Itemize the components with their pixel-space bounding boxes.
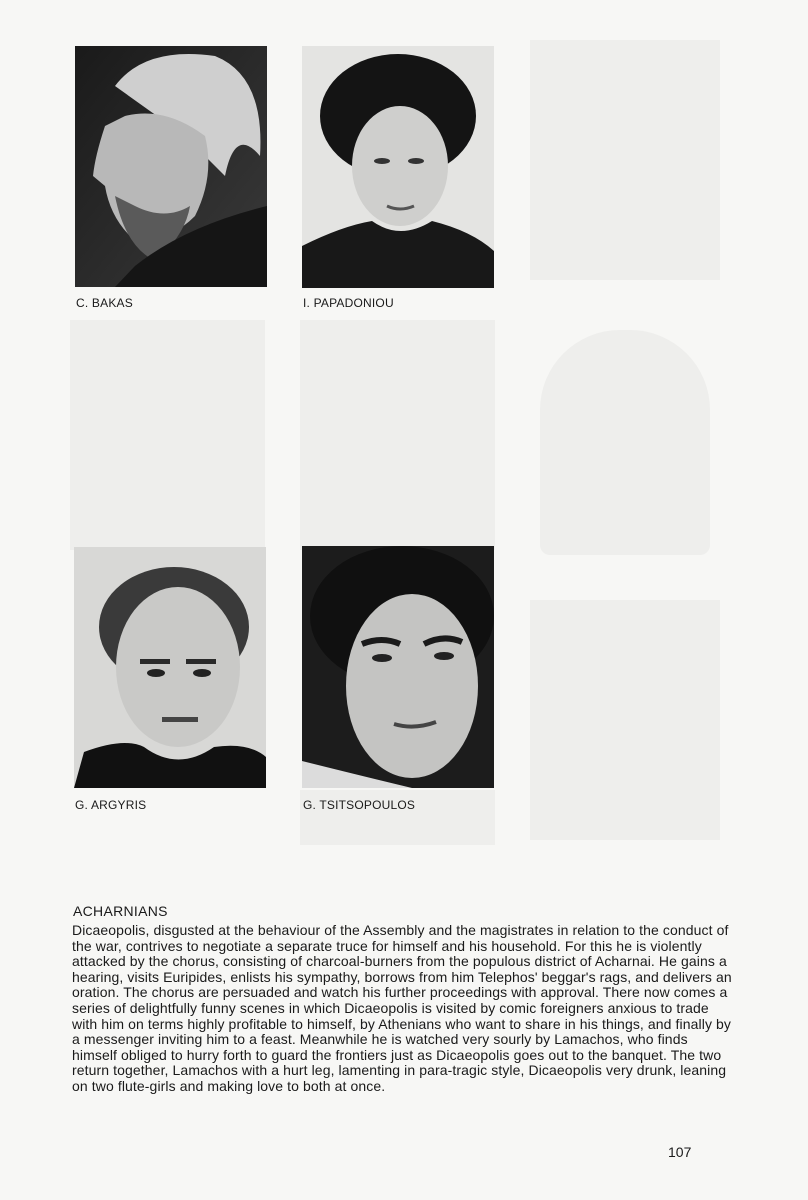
photo-bakas — [75, 46, 267, 287]
photo-argyris — [74, 547, 266, 788]
caption-bakas: C. BAKAS — [76, 296, 133, 310]
bleed-through-2 — [70, 320, 265, 550]
portrait-photo-icon — [74, 547, 266, 788]
caption-argyris: G. ARGYRIS — [75, 798, 147, 812]
bleed-through-3 — [300, 320, 495, 550]
caption-papadoniou: I. PAPADONIOU — [303, 296, 394, 310]
portrait-photo-icon — [302, 546, 494, 788]
bleed-through-4 — [540, 330, 710, 555]
bleed-through-5 — [530, 600, 720, 840]
portrait-photo-icon — [302, 46, 494, 288]
section-title: ACHARNIANS — [73, 903, 168, 919]
page-number: 107 — [668, 1144, 692, 1160]
portrait-photo-icon — [75, 46, 267, 287]
caption-tsitsopoulos: G. TSITSOPOULOS — [303, 798, 416, 812]
bleed-through-1 — [530, 40, 720, 280]
photo-tsitsopoulos — [302, 546, 494, 788]
photo-papadoniou — [302, 46, 494, 288]
synopsis-paragraph: Dicaeopolis, disgusted at the behaviour of the Assembly and the magistrates in relation to the conduct of the war, contrives to negotiate a separate truce for himself and his household. For this he is violently attacked by the chorus, consisting of charcoal-burners from the populous district of Acharnai. He gains a hearing, visits Euripides, enlists his sympathy, borrows from him Telephos' beggar's rags, and delivers an oration. The chorus are persuaded and watch his further proceedings with approval. There now comes a series of delightfully funny scenes in which Dicaeopolis is visited by comic foreigners anxious to trade with him on terms highly profitable to himself, by Athenians who want to share in his things, and finally by a messenger inviting him to a feast. Meanwhile he is watched very sourly by Lamachos, who finds himself obliged to hurry forth to guard the frontiers just as Dicaeopolis goes out to the banquet. The two return together, Lamachos with a hurt leg, lamenting in para-tragic style, Dicaeopolis very drunk, leaning on two flute-girls and making love to both at once. — [72, 922, 732, 1094]
